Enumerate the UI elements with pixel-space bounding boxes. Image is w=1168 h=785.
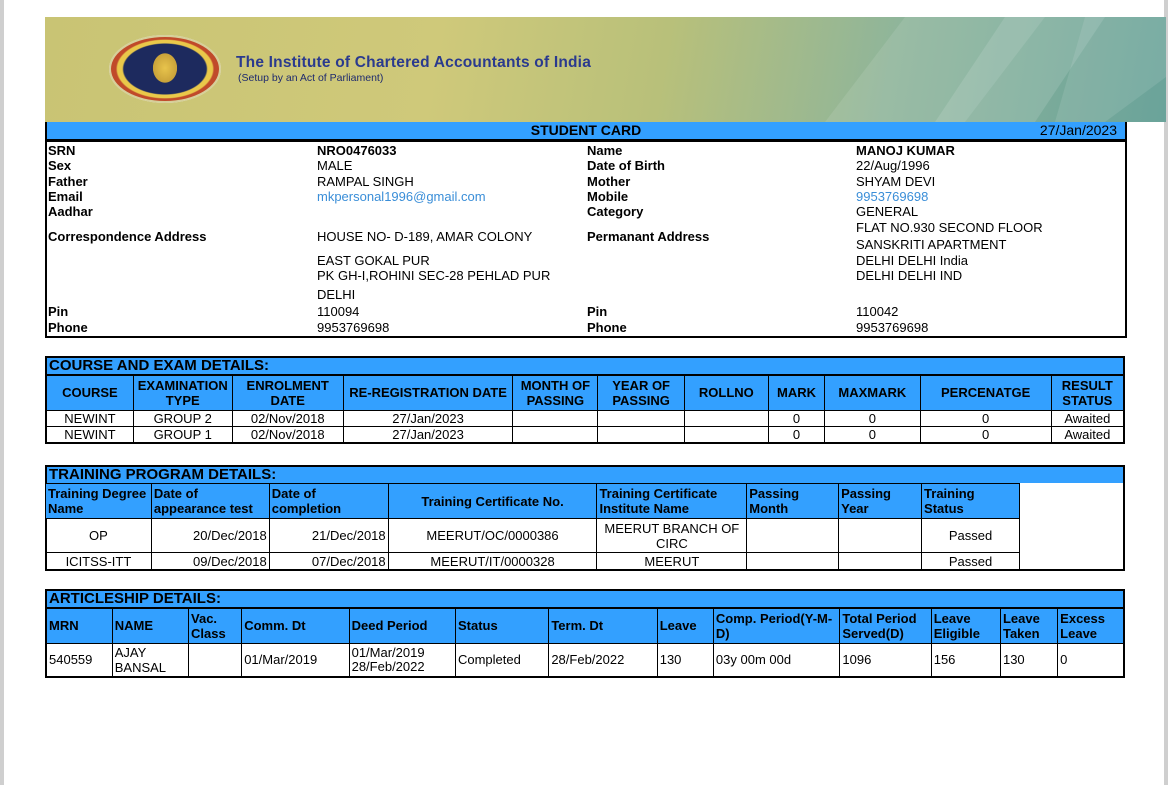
articleship-cell: 156 xyxy=(931,643,1000,677)
value-pin-2: 110042 xyxy=(856,304,899,319)
course-cell: 0 xyxy=(768,410,824,426)
articleship-cell: Completed xyxy=(455,643,548,677)
training-col-header: Passing Year xyxy=(839,484,922,519)
course-cell: GROUP 1 xyxy=(133,426,232,443)
course-col-header: PERCENATGE xyxy=(920,375,1051,410)
logo-emblem-icon xyxy=(151,51,179,85)
articleship-col-header: MRN xyxy=(46,608,112,643)
label-email: Email xyxy=(48,189,83,204)
training-cell: MEERUT BRANCH OF CIRC xyxy=(597,519,747,553)
student-card-date: 27/Jan/2023 xyxy=(1039,122,1117,138)
training-cell: MEERUT/IT/0000328 xyxy=(388,553,597,570)
course-cell: Awaited xyxy=(1051,426,1124,443)
value-mobile[interactable]: 9953769698 xyxy=(856,189,929,204)
training-col-header: Date of completion xyxy=(269,484,388,519)
training-cell xyxy=(747,553,839,570)
articleship-cell: 03y 00m 00d xyxy=(713,643,839,677)
label-mobile: Mobile xyxy=(587,189,629,204)
articleship-cell: 01/Mar/2019 xyxy=(242,643,349,677)
org-name: The Institute of Chartered Accountants of India xyxy=(236,54,592,71)
course-cell: NEWINT xyxy=(46,410,133,426)
training-cell: ICITSS-ITT xyxy=(46,553,152,570)
training-col-header: Training Certificate No. xyxy=(388,484,597,519)
course-col-header: MAXMARK xyxy=(825,375,921,410)
label-phone-2: Phone xyxy=(587,320,627,335)
course-col-header: RESULT STATUS xyxy=(1051,375,1124,410)
articleship-cell: 540559 xyxy=(46,643,112,677)
articleship-cell: 28/Feb/2022 xyxy=(549,643,657,677)
label-pin-2: Pin xyxy=(587,304,608,319)
student-card-title-bar xyxy=(47,122,1125,142)
course-section-title: COURSE AND EXAM DETAILS: xyxy=(45,356,1125,374)
label-sex: Sex xyxy=(48,158,72,173)
course-cell: Awaited xyxy=(1051,410,1124,426)
articleship-cell xyxy=(189,643,242,677)
articleship-col-header: Deed Period xyxy=(349,608,455,643)
value-category: GENERAL xyxy=(856,204,919,219)
value-corr-address-line3: PK GH-I,ROHINI SEC-28 PEHLAD PUR xyxy=(317,268,551,283)
page-edge-left xyxy=(0,0,4,785)
value-srn: NRO0476033 xyxy=(317,143,397,158)
articleship-col-header: Status xyxy=(455,608,548,643)
label-pin: Pin xyxy=(48,304,69,319)
articleship-col-header: Leave Taken xyxy=(1000,608,1057,643)
student-card xyxy=(45,122,1127,338)
training-cell xyxy=(747,519,839,553)
training-cell xyxy=(839,553,922,570)
label-phone: Phone xyxy=(48,320,88,335)
value-corr-address-line2: EAST GOKAL PUR xyxy=(317,253,430,268)
value-dob: 22/Aug/1996 xyxy=(856,158,930,173)
table-row xyxy=(46,553,1020,570)
course-cell: 0 xyxy=(825,410,921,426)
value-perm-address-line3: DELHI DELHI India xyxy=(856,253,968,268)
articleship-col-header: Total Period Served(D) xyxy=(840,608,931,643)
articleship-col-header: Term. Dt xyxy=(549,608,657,643)
course-cell xyxy=(598,410,684,426)
value-perm-address-line2: SANSKRITI APARTMENT xyxy=(856,237,1007,252)
course-col-header: COURSE xyxy=(46,375,133,410)
training-cell: MEERUT xyxy=(597,553,747,570)
course-cell xyxy=(684,426,768,443)
value-phone: 9953769698 xyxy=(317,320,390,335)
articleship-section-title: ARTICLESHIP DETAILS: xyxy=(45,589,1125,607)
articleship-cell: 0 xyxy=(1058,643,1124,677)
value-email[interactable]: mkpersonal1996@gmail.com xyxy=(317,189,486,204)
icai-logo xyxy=(109,35,221,103)
articleship-cell: 01/Mar/2019 28/Feb/2022 xyxy=(349,643,455,677)
training-cell: MEERUT/OC/0000386 xyxy=(388,519,597,553)
label-srn: SRN xyxy=(48,143,76,158)
articleship-col-header: Excess Leave xyxy=(1058,608,1124,643)
label-dob: Date of Birth xyxy=(587,158,665,173)
course-col-header: ENROLMENT DATE xyxy=(232,375,343,410)
course-col-header: RE-REGISTRATION DATE xyxy=(343,375,512,410)
course-col-header: EXAMINATION TYPE xyxy=(133,375,232,410)
course-cell: 0 xyxy=(920,410,1051,426)
label-category: Category xyxy=(587,204,644,219)
value-sex: MALE xyxy=(317,158,353,173)
training-table xyxy=(45,483,1020,570)
articleship-header-row xyxy=(46,608,1124,643)
course-cell: 0 xyxy=(768,426,824,443)
value-corr-address-line4: DELHI xyxy=(317,287,356,302)
course-cell: 02/Nov/2018 xyxy=(232,410,343,426)
course-col-header: ROLLNO xyxy=(684,375,768,410)
label-father: Father xyxy=(48,174,88,189)
course-cell: 0 xyxy=(920,426,1051,443)
value-mother: SHYAM DEVI xyxy=(856,174,936,189)
articleship-col-header: Leave Eligible xyxy=(931,608,1000,643)
articleship-col-header: Comm. Dt xyxy=(242,608,349,643)
value-name: MANOJ KUMAR xyxy=(856,143,955,158)
course-col-header: MARK xyxy=(768,375,824,410)
table-row xyxy=(46,410,1124,426)
value-phone-2: 9953769698 xyxy=(856,320,929,335)
course-col-header: YEAR OF PASSING xyxy=(598,375,684,410)
value-father: RAMPAL SINGH xyxy=(317,174,414,189)
course-cell: 02/Nov/2018 xyxy=(232,426,343,443)
articleship-col-header: Leave xyxy=(657,608,713,643)
course-cell: 0 xyxy=(825,426,921,443)
course-cell: GROUP 2 xyxy=(133,410,232,426)
training-cell: Passed xyxy=(922,553,1020,570)
course-cell xyxy=(513,426,598,443)
course-col-header: MONTH OF PASSING xyxy=(513,375,598,410)
articleship-cell: 130 xyxy=(657,643,713,677)
label-name: Name xyxy=(587,143,623,158)
value-pin: 110094 xyxy=(317,304,360,319)
articleship-table xyxy=(45,607,1125,678)
org-subtitle: (Setup by an Act of Parliament) xyxy=(238,72,384,84)
articleship-cell: 130 xyxy=(1000,643,1057,677)
label-mother: Mother xyxy=(587,174,631,189)
training-header-row xyxy=(46,484,1020,519)
articleship-cell: AJAY BANSAL xyxy=(112,643,188,677)
training-col-header: Passing Month xyxy=(747,484,839,519)
training-col-header: Training Certificate Institute Name xyxy=(597,484,747,519)
articleship-col-header: Vac. Class xyxy=(189,608,242,643)
course-cell: 27/Jan/2023 xyxy=(343,426,512,443)
training-section-title: TRAINING PROGRAM DETAILS: xyxy=(45,465,1125,483)
training-cell: Passed xyxy=(922,519,1020,553)
course-cell: NEWINT xyxy=(46,426,133,443)
course-cell: 27/Jan/2023 xyxy=(343,410,512,426)
table-row xyxy=(46,519,1020,553)
label-permanent-address: Permanant Address xyxy=(587,229,710,244)
table-row xyxy=(46,643,1124,677)
training-col-header: Training Status xyxy=(922,484,1020,519)
training-cell: 20/Dec/2018 xyxy=(151,519,269,553)
value-perm-address-line1: FLAT NO.930 SECOND FLOOR xyxy=(856,220,1043,235)
training-col-header: Training Degree Name xyxy=(46,484,152,519)
articleship-cell: 1096 xyxy=(840,643,931,677)
course-cell xyxy=(684,410,768,426)
label-correspondence-address: Correspondence Address xyxy=(48,229,207,244)
label-aadhar: Aadhar xyxy=(48,204,93,219)
course-table xyxy=(45,374,1125,444)
training-cell: 09/Dec/2018 xyxy=(151,553,269,570)
course-cell xyxy=(513,410,598,426)
student-card-title: STUDENT CARD xyxy=(530,122,642,138)
value-corr-address-line1: HOUSE NO- D-189, AMAR COLONY xyxy=(317,229,533,244)
articleship-col-header: NAME xyxy=(112,608,188,643)
training-cell: OP xyxy=(46,519,152,553)
training-cell: 07/Dec/2018 xyxy=(269,553,388,570)
value-perm-address-line4: DELHI DELHI IND xyxy=(856,268,963,283)
course-header-row xyxy=(46,375,1124,410)
articleship-col-header: Comp. Period(Y-M-D) xyxy=(713,608,839,643)
training-col-header: Date of appearance test xyxy=(151,484,269,519)
training-cell xyxy=(839,519,922,553)
training-cell: 21/Dec/2018 xyxy=(269,519,388,553)
header-banner xyxy=(45,17,1166,122)
table-row xyxy=(46,426,1124,443)
course-cell xyxy=(598,426,684,443)
